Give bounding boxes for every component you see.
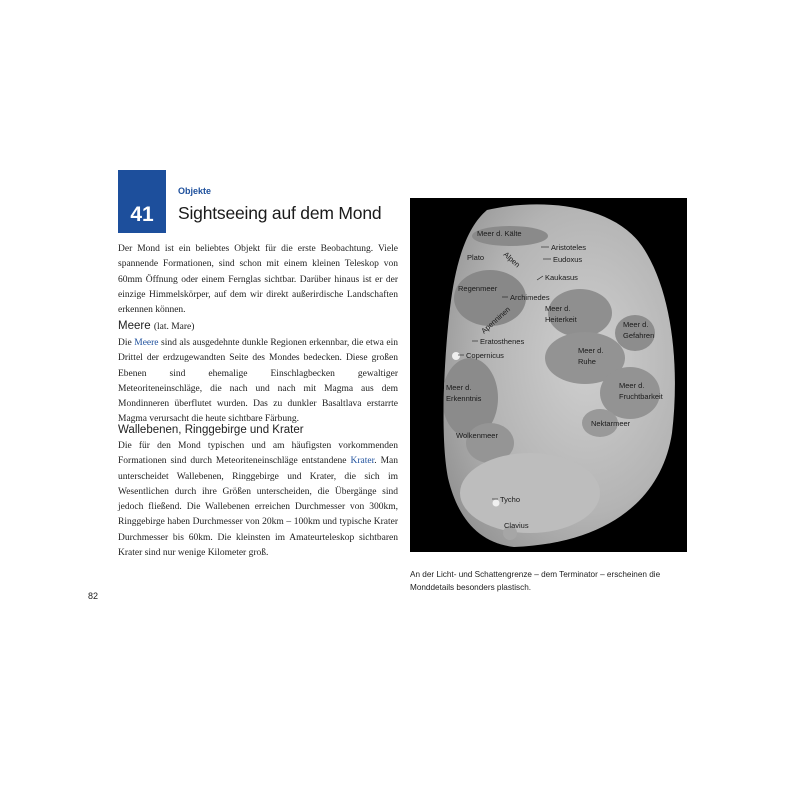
label-alpen: Alpen [501,249,522,270]
krater-link[interactable]: Krater [350,456,375,467]
label-copernicus: Copernicus [466,351,504,360]
label-fruchtbarkeit-line1: Meer d. [619,381,645,390]
meere-paragraph [118,336,398,428]
label-ruhe-line2: Ruhe [578,357,596,366]
section-heading-meere [118,320,194,332]
label-gefahren-line2: Gefahren [623,331,655,340]
meere-text-before: Die [118,338,135,348]
label-eudoxus: Eudoxus [553,255,583,264]
photo-caption: An der Licht- und Schattengrenze – dem Terminator – erscheinen die Monddetails besonders plastisch. [410,570,661,592]
chapter-number: 41 [130,203,154,226]
intro-text: Der Mond ist ein beliebtes Objekt für die erste Beobachtung. Viele spannende Formationen, sind schon mit einem kleinen Teleskop von 60mm Öffnung oder einem Fernglas sichtbar. Darüber hinaus ist er der einzige Himmelskörper, auf dem wir direkt außerirdische Landschaften erkennen können. [118,244,398,316]
label-plato: Plato [467,253,485,262]
label-tycho: Tycho [500,495,521,504]
section-heading-text: Wallebenen, Ringgebirge und Krater [118,424,304,436]
moon-map [410,198,687,552]
page-title: Sightseeing auf dem Mond [178,203,382,223]
page-number: 82 [88,591,99,601]
chapter-number-badge [118,170,166,233]
meere-text-after: sind als ausgedehnte dunkle Regionen erkennbar, die etwa ein Drittel der erdzugewandten Seite des Mondes bedecken. Diese großen Ebenen sind ehemalige Einschlagbecken gewaltiger Meteoriteneinschläge, die nach und nach mit Magma aus dem Mondinneren überflutet wurden. Das zu dunkler Basaltlava erstarrte Magma verursacht die heute sichtbare Färbung. [118,338,398,425]
label-aristoteles: Aristoteles [551,243,587,252]
label-fruchtbarkeit-line2: Fruchtbarkeit [619,392,663,401]
label-erkenntnis-line1: Meer d. [446,383,472,392]
label-regenmeer: Regenmeer [458,284,498,293]
label-wolkenmeer: Wolkenmeer [456,431,498,440]
label-clavius: Clavius [504,521,529,530]
krater-text-after: . Man unterscheidet Wallebenen, Ringgebirge und Krater, die sich im Wesentlichen durch ihre Größen unterscheiden, die Übergänge sind jedoch fließend. Die Wallebenen erreichen Durchmesser von 300km, Ringgebirge haben Durchmesser von 20km – 100km und typische Krater Durchmesser bis 60km. Die kleinsten im Amateurteleskop sichtbaren Krater sind nur wenige Kilometer groß. [118,456,398,559]
label-heiterkeit-line1: Meer d. [545,304,571,313]
label-archimedes: Archimedes [510,293,550,302]
section-kicker: Objekte [178,186,212,196]
label-kaukasus: Kaukasus [545,273,578,282]
label-ruhe-line1: Meer d. [578,346,604,355]
label-nektarmeer: Nektarmeer [591,419,631,428]
label-apenninen: Apenninen [479,304,512,336]
label-eratosthenes: Eratosthenes [480,337,525,346]
section-heading-text: Meere [118,320,151,332]
label-heiterkeit-line2: Heiterkeit [545,315,577,324]
section-heading-krater [118,424,304,436]
meere-link[interactable]: Meere [134,338,159,348]
label-gefahren-line1: Meer d. [623,320,649,329]
label-meer-kaelte: Meer d. Kälte [477,229,522,238]
krater-paragraph [118,439,398,561]
moon-photo [410,198,687,552]
label-erkenntnis-line2: Erkenntnis [446,394,482,403]
krater-text-before: Die für den Mond typischen und am häufigsten vorkommenden Formationen sind durch Meteoriteneinschläge entstandene [118,441,398,467]
section-heading-subtitle: (lat. Mare) [153,322,195,332]
intro-paragraph [118,242,398,318]
